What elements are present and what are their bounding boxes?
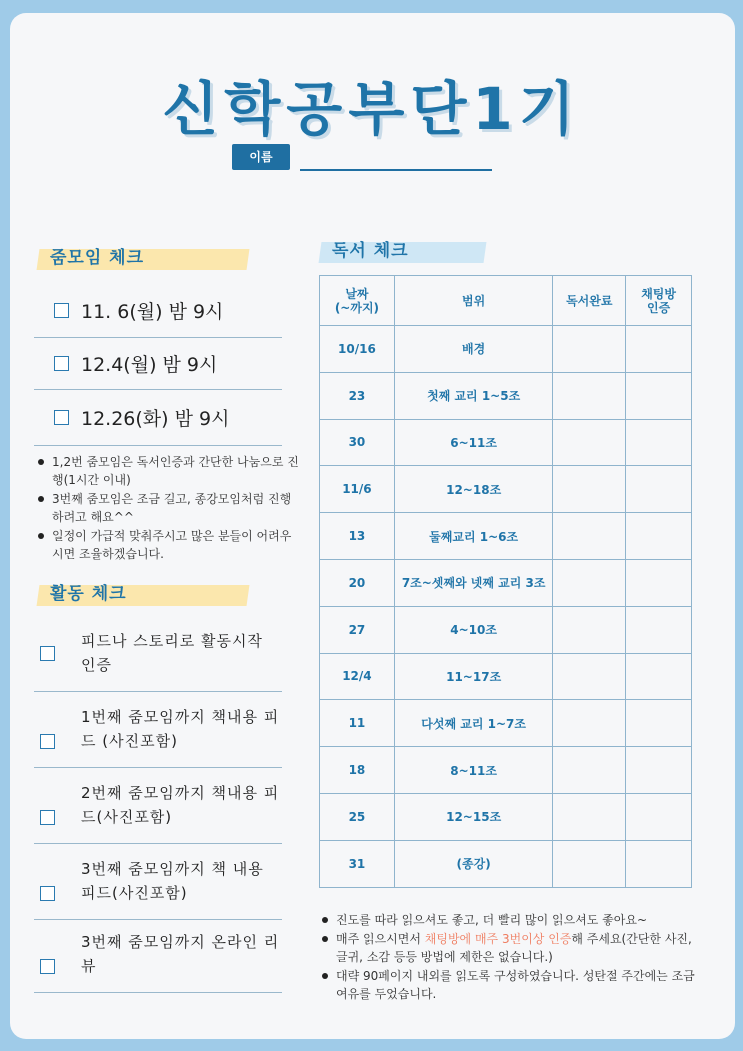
zoom-notes	[36, 453, 300, 564]
cell-done-check[interactable]	[553, 840, 626, 887]
cell-chat-cert-check[interactable]	[626, 840, 692, 887]
activity-item-label: 3번째 줌모임까지 책 내용 피드(사진포함)	[81, 860, 264, 902]
activity-item	[34, 768, 282, 844]
cell-range: 첫째 교리 1~5조	[394, 372, 553, 419]
table-row	[320, 700, 692, 747]
zoom-list	[34, 283, 282, 446]
cell-chat-cert-check[interactable]	[626, 700, 692, 747]
activity-list	[34, 615, 282, 993]
cell-done-check[interactable]	[553, 466, 626, 513]
table-row	[320, 419, 692, 466]
zoom-checkbox-1[interactable]	[54, 303, 69, 318]
activity-item	[34, 844, 282, 920]
table-row	[320, 793, 692, 840]
reading-notes	[320, 911, 700, 1004]
cell-chat-cert-check[interactable]	[626, 372, 692, 419]
zoom-note: 1,2번 줌모임은 독서인증과 간단한 나눔으로 진행(1시간 이내)	[36, 453, 300, 489]
cell-done-check[interactable]	[553, 793, 626, 840]
cell-date: 10/16	[320, 326, 395, 373]
cell-date: 31	[320, 840, 395, 887]
zoom-check-heading: 줌모임 체크	[38, 246, 248, 270]
activity-item-label: 3번째 줌모임까지 온라인 리뷰	[81, 933, 280, 975]
table-row	[320, 372, 692, 419]
zoom-note: 3번째 줌모임은 조금 길고, 종강모임처럼 진행하려고 해요^^	[36, 490, 300, 526]
reading-table	[319, 275, 692, 888]
cell-done-check[interactable]	[553, 419, 626, 466]
zoom-item	[34, 390, 282, 446]
cell-done-check[interactable]	[553, 326, 626, 373]
activity-item	[34, 920, 282, 993]
zoom-checkbox-2[interactable]	[54, 356, 69, 371]
activity-item	[34, 692, 282, 768]
table-header-row	[320, 276, 692, 326]
reading-note: 대략 90페이지 내외를 읽도록 구성하였습니다. 성탄절 주간에는 조금 여유를 두었습니다.	[320, 967, 700, 1003]
cell-range: 배경	[394, 326, 553, 373]
activity-checkbox-1[interactable]	[40, 646, 55, 661]
cell-range: 8~11조	[394, 747, 553, 794]
cell-chat-cert-check[interactable]	[626, 747, 692, 794]
table-row	[320, 559, 692, 606]
col-header-chat-cert: 채팅방 인증	[626, 276, 692, 326]
cell-done-check[interactable]	[553, 747, 626, 794]
cell-date: 11	[320, 700, 395, 747]
cell-chat-cert-check[interactable]	[626, 559, 692, 606]
zoom-note: 일정이 가급적 맞춰주시고 많은 분들이 어려우시면 조율하겠습니다.	[36, 527, 300, 563]
note-text: 매주 읽으시면서	[336, 932, 425, 946]
cell-chat-cert-check[interactable]	[626, 653, 692, 700]
col-header-date: 날짜 (~까지)	[320, 276, 395, 326]
note-text: 해 주세요(간단한 사진, 글귀, 소감 등등 방법에 제한은 없습니다.)	[336, 932, 692, 964]
activity-item-label: 1번째 줌모임까지 책내용 피드 (사진포함)	[81, 708, 280, 750]
table-row	[320, 840, 692, 887]
cell-date: 20	[320, 559, 395, 606]
cell-range: 다섯째 교리 1~7조	[394, 700, 553, 747]
cell-chat-cert-check[interactable]	[626, 419, 692, 466]
cell-date: 25	[320, 793, 395, 840]
table-row	[320, 466, 692, 513]
cell-done-check[interactable]	[553, 559, 626, 606]
activity-checkbox-3[interactable]	[40, 810, 55, 825]
cell-date: 13	[320, 513, 395, 560]
cell-done-check[interactable]	[553, 606, 626, 653]
cell-chat-cert-check[interactable]	[626, 466, 692, 513]
reading-note: 진도를 따라 읽으셔도 좋고, 더 빨리 많이 읽으셔도 좋아요~	[320, 911, 700, 929]
reading-check-heading: 독서 체크	[320, 239, 485, 263]
activity-checkbox-4[interactable]	[40, 886, 55, 901]
cell-range: 4~10조	[394, 606, 553, 653]
activity-item-label: 피드나 스토리로 활동시작 인증	[81, 632, 263, 674]
cell-date: 30	[320, 419, 395, 466]
zoom-item	[34, 338, 282, 390]
cell-range: 둘째교리 1~6조	[394, 513, 553, 560]
cell-range: 12~15조	[394, 793, 553, 840]
cell-range: 7조~셋째와 넷째 교리 3조	[394, 559, 553, 606]
page-title: 신학공부단1기	[162, 75, 581, 143]
cell-range: 6~11조	[394, 419, 553, 466]
cell-chat-cert-check[interactable]	[626, 793, 692, 840]
activity-check-heading: 활동 체크	[38, 582, 248, 606]
cell-date: 11/6	[320, 466, 395, 513]
col-header-range: 범위	[394, 276, 553, 326]
zoom-item-label: 12.26(화) 밤 9시	[81, 408, 230, 430]
cell-range: (종강)	[394, 840, 553, 887]
col-header-done: 독서완료	[553, 276, 626, 326]
cell-date: 27	[320, 606, 395, 653]
table-row	[320, 747, 692, 794]
name-label: 이름	[232, 144, 290, 170]
cell-done-check[interactable]	[553, 700, 626, 747]
cell-date: 23	[320, 372, 395, 419]
reading-note	[320, 930, 700, 966]
table-row	[320, 513, 692, 560]
cell-range: 12~18조	[394, 466, 553, 513]
activity-item-label: 2번째 줌모임까지 책내용 피드(사진포함)	[81, 784, 280, 826]
table-row	[320, 326, 692, 373]
cell-date: 18	[320, 747, 395, 794]
activity-item	[34, 615, 282, 692]
cell-done-check[interactable]	[553, 372, 626, 419]
zoom-item-label: 11. 6(월) 밤 9시	[81, 300, 224, 323]
name-input-line[interactable]	[300, 169, 492, 171]
cell-range: 11~17조	[394, 653, 553, 700]
table-row	[320, 653, 692, 700]
cell-done-check[interactable]	[553, 513, 626, 560]
activity-checkbox-5[interactable]	[40, 959, 55, 974]
activity-checkbox-2[interactable]	[40, 734, 55, 749]
cell-done-check[interactable]	[553, 653, 626, 700]
cell-chat-cert-check[interactable]	[626, 606, 692, 653]
zoom-item	[34, 283, 282, 338]
cell-chat-cert-check[interactable]	[626, 326, 692, 373]
zoom-item-label: 12.4(월) 밤 9시	[81, 354, 218, 376]
cell-chat-cert-check[interactable]	[626, 513, 692, 560]
table-row	[320, 606, 692, 653]
cell-date: 12/4	[320, 653, 395, 700]
zoom-checkbox-3[interactable]	[54, 410, 69, 425]
note-highlight: 채팅방에 매주 3번이상 인증	[424, 932, 572, 946]
